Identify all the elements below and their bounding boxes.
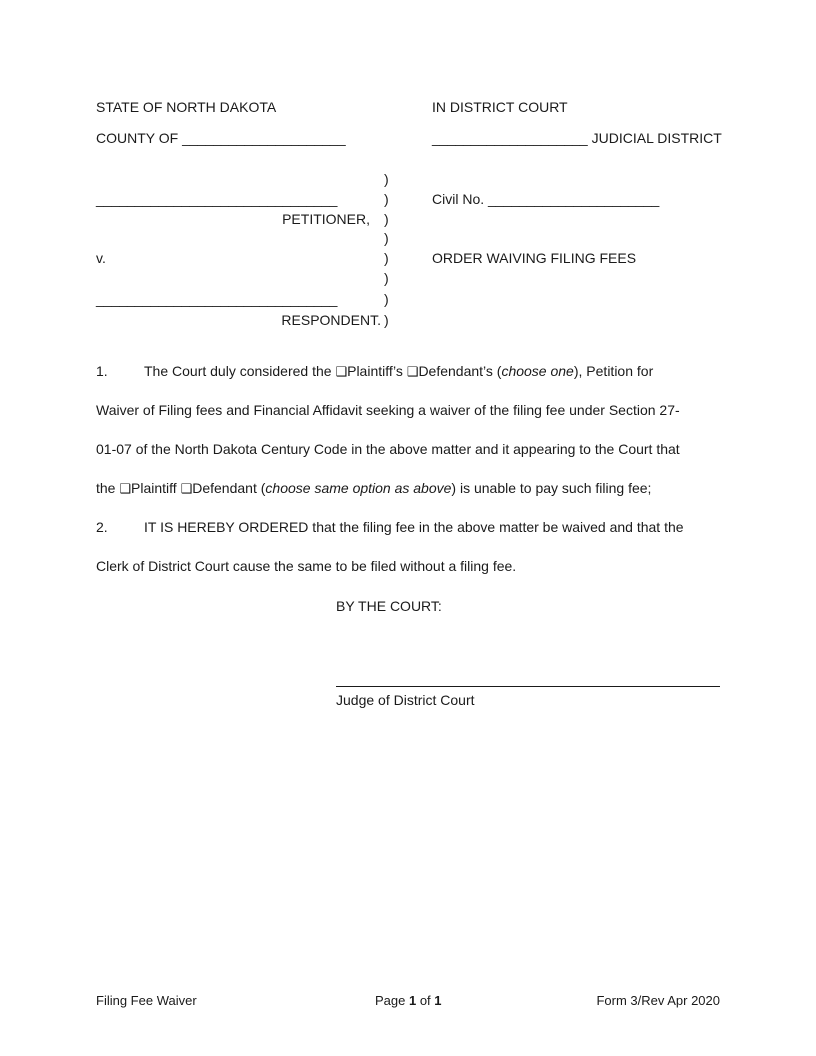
footer-page-number [375, 992, 442, 1010]
footer-form-number: Form 3/Rev Apr 2020 [596, 993, 720, 1008]
page-prefix: Page [375, 993, 409, 1008]
signature-line[interactable] [336, 686, 720, 687]
civil-no-blank[interactable]: ______________________ [488, 191, 660, 207]
checkbox-plaintiff-label: Plaintiff [131, 480, 177, 496]
district-blank[interactable]: ____________________ [432, 130, 588, 146]
district-line [432, 129, 722, 147]
paragraph-text: The Court duly considered the [144, 363, 336, 379]
current-page: 1 [408, 993, 417, 1008]
checkbox-plaintiff-icon[interactable]: ❑ [335, 365, 348, 380]
versus-label: v. [96, 250, 106, 266]
county-line [96, 129, 346, 147]
respondent-label: RESPONDENT. [281, 312, 381, 328]
page-of: of [416, 993, 435, 1008]
total-pages: 1 [434, 993, 442, 1008]
caption-paren: ) [384, 191, 389, 207]
district-label: JUDICIAL DISTRICT [591, 130, 722, 146]
caption-paren: ) [384, 211, 389, 227]
caption-paren: ) [384, 171, 389, 187]
caption-paren: ) [384, 312, 389, 328]
paragraph-number: 2. [96, 519, 108, 535]
county-blank[interactable]: _____________________ [182, 130, 346, 146]
paragraph-1-line-4 [96, 479, 720, 499]
paragraph-1-line-1 [96, 362, 720, 382]
county-label: COUNTY OF [96, 130, 179, 146]
checkbox-defendant-icon[interactable]: ❑ [406, 365, 419, 380]
court-heading: IN DISTRICT COURT [432, 99, 568, 115]
state-heading: STATE OF NORTH DAKOTA [96, 99, 277, 115]
choose-one-text: choose one [501, 363, 574, 379]
footer-title: Filing Fee Waiver [96, 993, 197, 1008]
paragraph-text: the [96, 480, 120, 496]
choose-same-text: choose same option as above [265, 480, 452, 496]
checkbox-defendant-label: Defendant’s ( [418, 363, 502, 379]
petitioner-label: PETITIONER, [282, 211, 370, 227]
paragraph-text: ) is unable to pay such filing fee; [451, 480, 652, 496]
respondent-blank[interactable]: _______________________________ [96, 291, 338, 307]
civil-no-label: Civil No. [432, 191, 485, 207]
document-title: ORDER WAIVING FILING FEES [432, 250, 637, 266]
paragraph-text: IT IS HEREBY ORDERED that the filing fee in the above matter be waived and that the [144, 519, 684, 535]
paragraph-text: ), Petition for [573, 363, 654, 379]
caption-paren: ) [384, 250, 389, 266]
by-the-court-label: BY THE COURT: [336, 598, 442, 614]
paragraph-number: 1. [96, 363, 108, 379]
paragraph-1-line-2: Waiver of Filing fees and Financial Affidavit seeking a waiver of the filing fee under Section 27- [96, 402, 680, 418]
civil-no-line [432, 190, 659, 208]
paragraph-1-line-3: 01-07 of the North Dakota Century Code in the above matter and it appearing to the Court that [96, 441, 680, 457]
checkbox-defendant-label: Defendant ( [192, 480, 266, 496]
checkbox-plaintiff-label: Plaintiff’s [347, 363, 403, 379]
petitioner-blank[interactable]: _______________________________ [96, 191, 338, 207]
caption-paren: ) [384, 270, 389, 286]
paragraph-2-line-2: Clerk of District Court cause the same to be filed without a filing fee. [96, 558, 517, 574]
judge-label: Judge of District Court [336, 692, 475, 708]
caption-paren: ) [384, 291, 389, 307]
caption-paren: ) [384, 230, 389, 246]
paragraph-2-line-1 [96, 518, 720, 536]
checkbox-plaintiff-icon[interactable]: ❑ [119, 482, 132, 497]
checkbox-defendant-icon[interactable]: ❑ [180, 482, 193, 497]
